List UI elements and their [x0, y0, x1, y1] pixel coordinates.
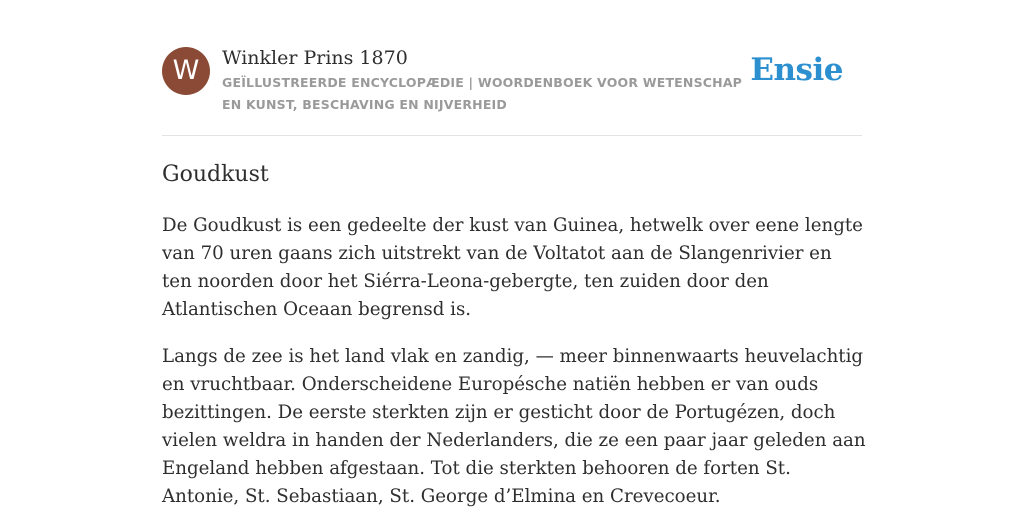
article-body — [162, 212, 867, 512]
header-divider — [162, 135, 862, 136]
source-subtitle: GEÏLLUSTREERDE ENCYCLOPÆDIE | WOORDENBOEK VOOR WETENSCHAP EN KUNST, BESCHAVING EN NIJVERHEID — [222, 75, 743, 112]
article-paragraph: Langs de zee is het land vlak en zandig, — meer binnenwaarts heuvelachtig en vruchtbaar. Onderscheidene Europésche natiën hebben er van ouds bezittingen. De eerste sterkten zijn er gesticht door de Portugézen, doch vielen weldra in handen der Nederlanders, die ze een paar jaar geleden aan Engeland hebben afgestaan. Tot die sterkten behooren de forten St. Antonie, St. Sebastiaan, St. George d’Elmina en Crevecoeur. — [162, 346, 866, 507]
article-title: Goudkust — [162, 162, 269, 187]
source-header — [162, 44, 862, 114]
article-paragraph: De Goudkust is een gedeelte der kust van Guinea, hetwelk over eene lengte van 70 uren gaans zich uitstrekt van de Voltatot aan de Slangenrivier en ten noorden door het Siérra-Leona-gebergte, ten zuiden door den Atlantischen Oceaan begrensd is. — [162, 215, 863, 320]
source-avatar[interactable]: W — [162, 47, 210, 95]
source-title[interactable]: Winkler Prins 1870 — [222, 47, 408, 69]
ensie-logo[interactable]: Ensie — [750, 52, 843, 88]
